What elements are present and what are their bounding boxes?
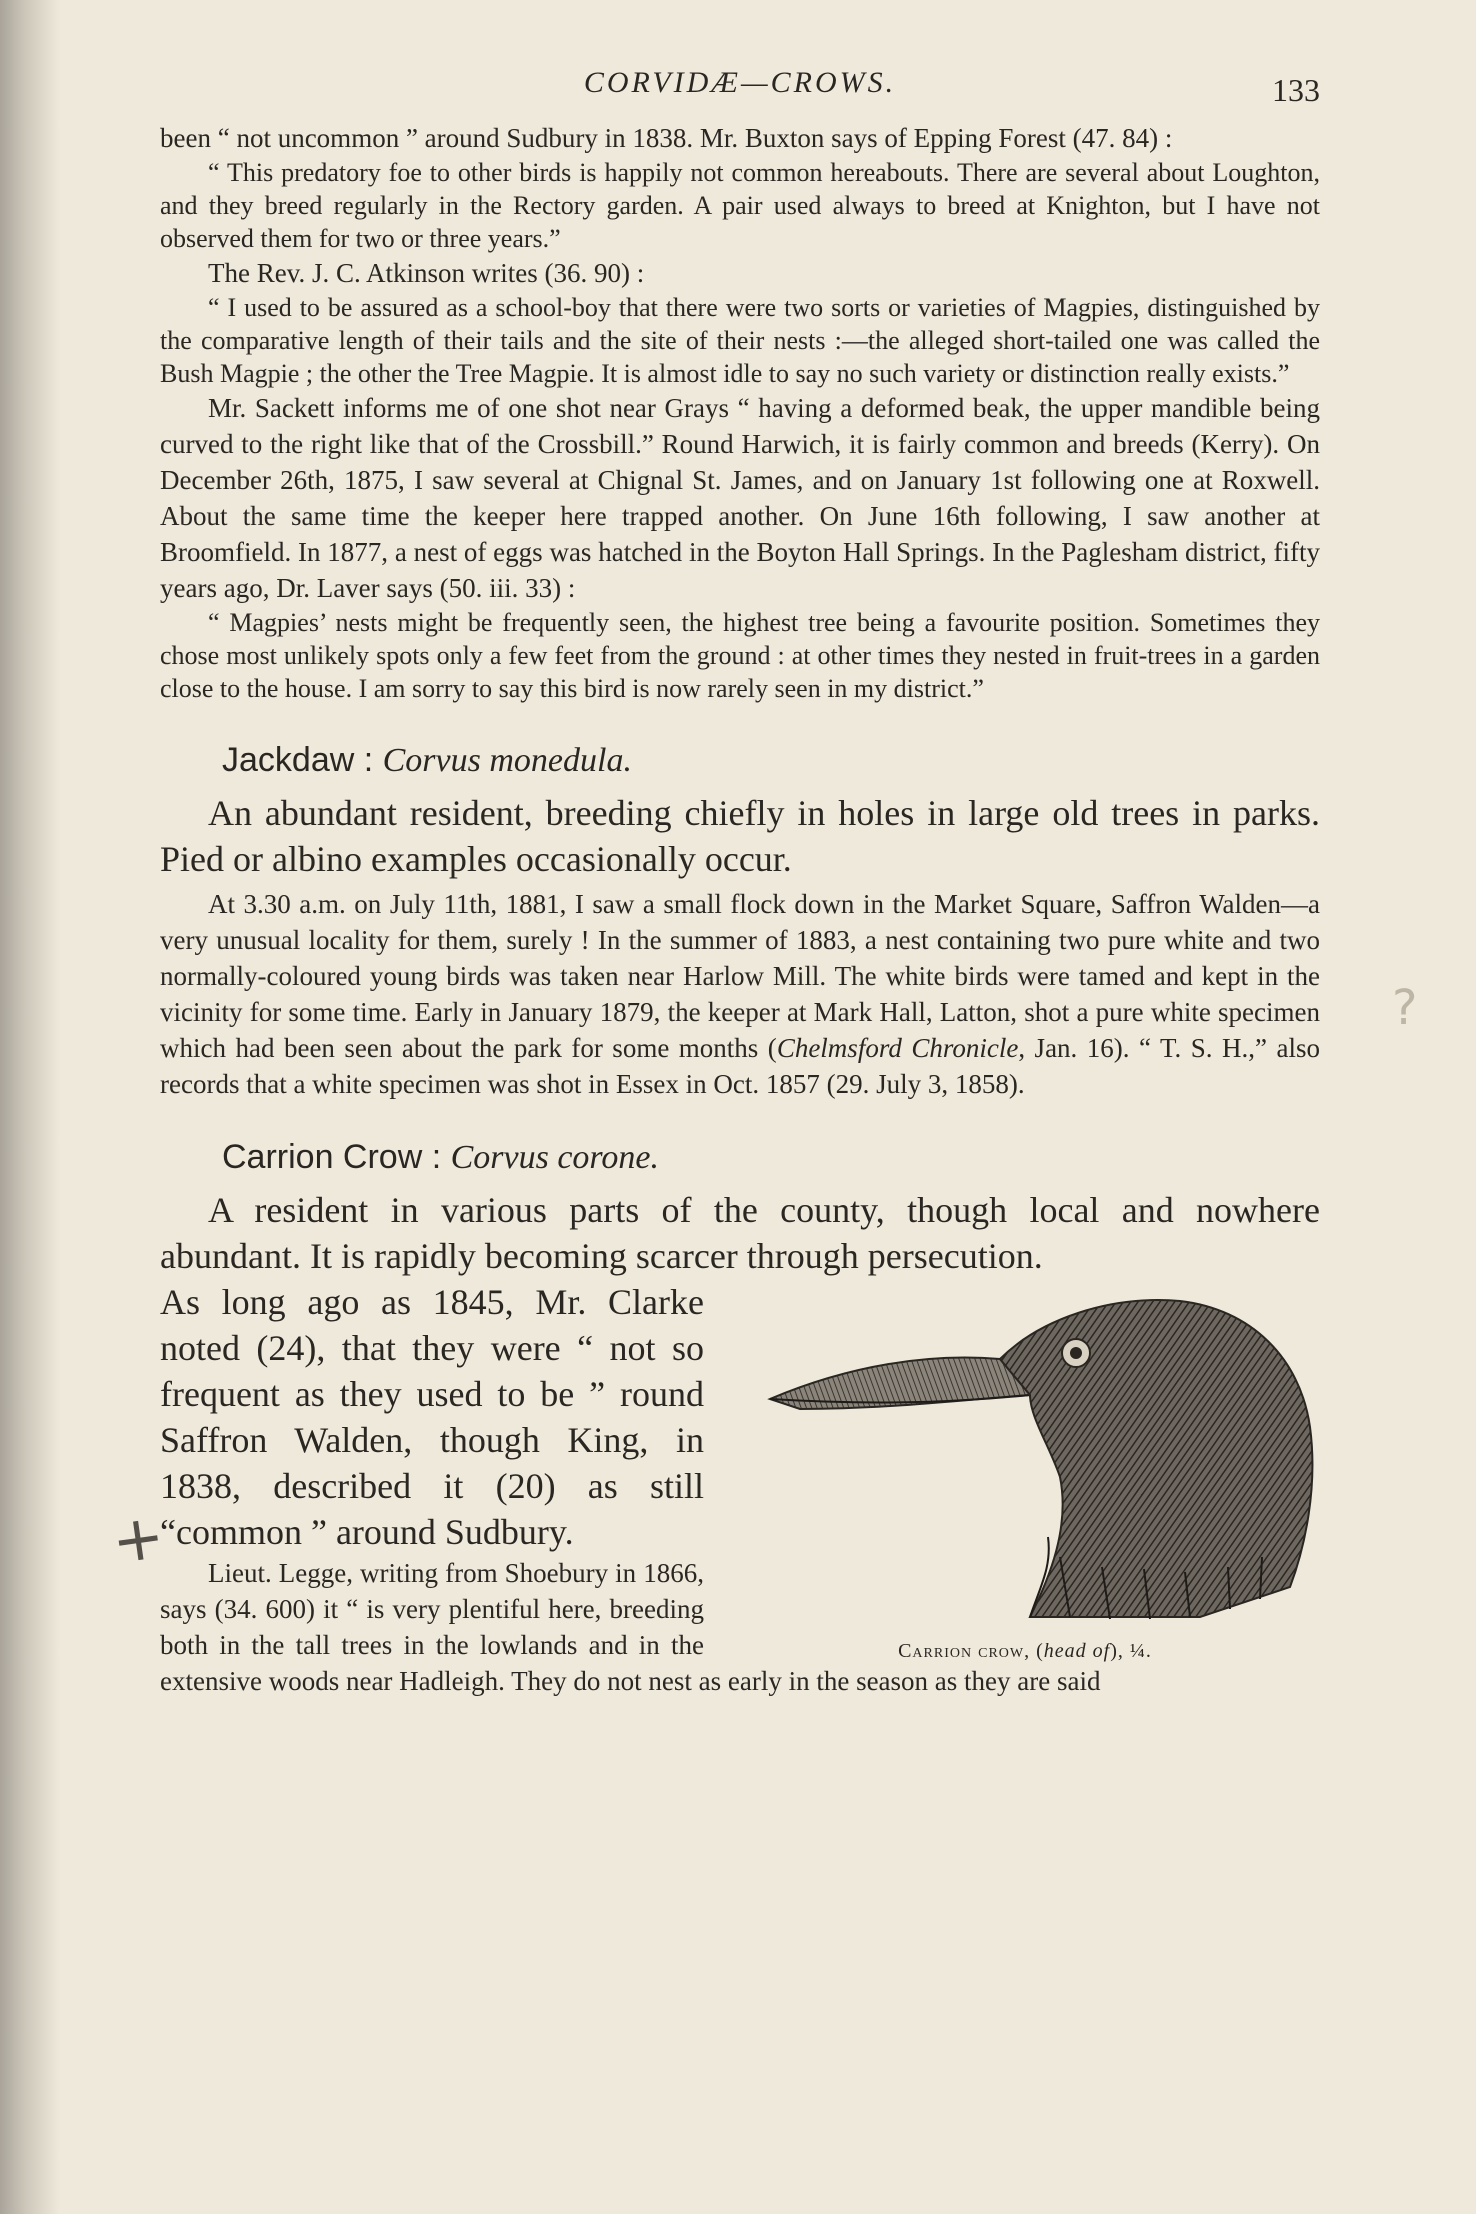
- page-number: 133: [1272, 72, 1320, 108]
- carrion-crow-clarke-text: As long ago as 1845, Mr. Clarke noted (24), that they were “ not so frequent as they used to be ” round Saffron Walden, though King, in 1838, described it (20) as still “common ” around Sudbury.: [160, 1282, 704, 1552]
- jackdaw-body-text-a: At 3.30 a.m. on July 11th, 1881, I saw a small flock down in the Market Square, Saffron Walden—a very unusual locality for them, surely ! In the summer of 1883, a nest containing two pure white and two normally-coloured young birds was taken near Harlow Mill. The white birds were tamed and kept in the vicinity for some time. Early in January 1879, the keeper at Mark Hall, Latton, shot a pure white specimen which had been seen about the park for some months (: [160, 889, 1320, 1063]
- figure-caption: Carrion crow, (head of), ¼.: [898, 1640, 1152, 1662]
- jackdaw-name: Jackdaw: [222, 741, 355, 779]
- margin-cross-mark: +: [107, 1498, 169, 1579]
- paragraph-atkinson: The Rev. J. C. Atkinson writes (36. 90) :: [208, 258, 645, 288]
- margin-question-mark: ?: [1392, 980, 1418, 1036]
- carrion-crow-name: Carrion Crow: [222, 1138, 423, 1176]
- jackdaw-body: [160, 886, 1320, 1102]
- figure-caption-title: Carrion crow,: [898, 1640, 1031, 1662]
- jackdaw-summary: An abundant resident, breeding chiefly in holes in large old trees in parks. Pied or albino examples occasionally occur.: [160, 793, 1320, 879]
- quote-atkinson: “ I used to be assured as a school-boy that there were two sorts or varieties of Magpies, distinguished by the comparative length of their tails and the site of their nests :—the alleged short-tailed one was called the Bush Magpie ; the other the Tree Magpie. It is almost idle to say no such variety or distinction really exists.”: [160, 293, 1320, 388]
- carrion-crow-head-illustration: [730, 1287, 1320, 1662]
- paragraph-epping: been “ not uncommon ” around Sudbury in 1838. Mr. Buxton says of Epping Forest (47. 84) :: [160, 123, 1173, 153]
- carrion-crow-summary: A resident in various parts of the county, though local and nowhere abundant. It is rapidly becoming scarcer through persecution.: [160, 1190, 1320, 1276]
- jackdaw-latin-name: Corvus monedula.: [382, 742, 632, 779]
- running-head-title: CORVIDÆ—CROWS.: [583, 66, 897, 99]
- quote-buxton: “ This predatory foe to other birds is happily not common hereabouts. There are several about Loughton, and they breed regularly in the Rectory garden. A pair used always to breed at Knighton, but I have not observed them for two or three years.”: [160, 158, 1320, 253]
- jackdaw-body-text-b: , Jan. 16). “ T. S. H.,” also records that a white specimen was shot in Essex in Oct. 1857 (29. July 3, 1858).: [160, 1033, 1320, 1099]
- carrion-crow-figure-block: [160, 1279, 1320, 1699]
- carrion-crow-latin-name: Corvus corone.: [450, 1139, 659, 1176]
- jackdaw-citation: Chelmsford Chronicle: [776, 1033, 1019, 1063]
- running-head: [160, 60, 1320, 120]
- jackdaw-separator: :: [354, 741, 383, 779]
- figure-caption-italic: head of: [1043, 1640, 1111, 1662]
- book-gutter-shadow: [0, 0, 60, 2214]
- crow-head-engraving: [730, 1287, 1320, 1632]
- jackdaw-heading: [160, 741, 1320, 780]
- page: [160, 60, 1320, 1699]
- carrion-crow-legge-text: Lieut. Legge, writing from Shoebury in 1866, says (34. 600) it “ is very plentiful here, breeding both in the tall trees in the lowlands and in the extensive woods near Hadleigh. They do not nest as early in the season as they are said: [160, 1558, 1101, 1696]
- quote-laver: “ Magpies’ nests might be frequently seen, the highest tree being a favourite position. Sometimes they chose most unlikely spots only a few feet from the ground : at other times they nested in fruit-trees in a garden close to the house. I am sorry to say this bird is now rarely seen in my district.”: [160, 608, 1320, 703]
- carrion-crow-heading: [160, 1138, 1320, 1177]
- carrion-crow-separator: :: [422, 1138, 451, 1176]
- paragraph-sackett: Mr. Sackett informs me of one shot near Grays “ having a deformed beak, the upper mandible being curved to the right like that of the Crossbill.” Round Harwich, it is fairly common and breeds (Kerry). On December 26th, 1875, I saw several at Chignal St. James, and on January 1st following one at Roxwell. About the same time the keeper here trapped another. On June 16th following, I saw another at Broomfield. In 1877, a nest of eggs was hatched in the Boyton Hall Springs. In the Paglesham district, fifty years ago, Dr. Laver says (50. iii. 33) :: [160, 393, 1320, 603]
- figure-caption-scale: ), ¼.: [1110, 1640, 1152, 1662]
